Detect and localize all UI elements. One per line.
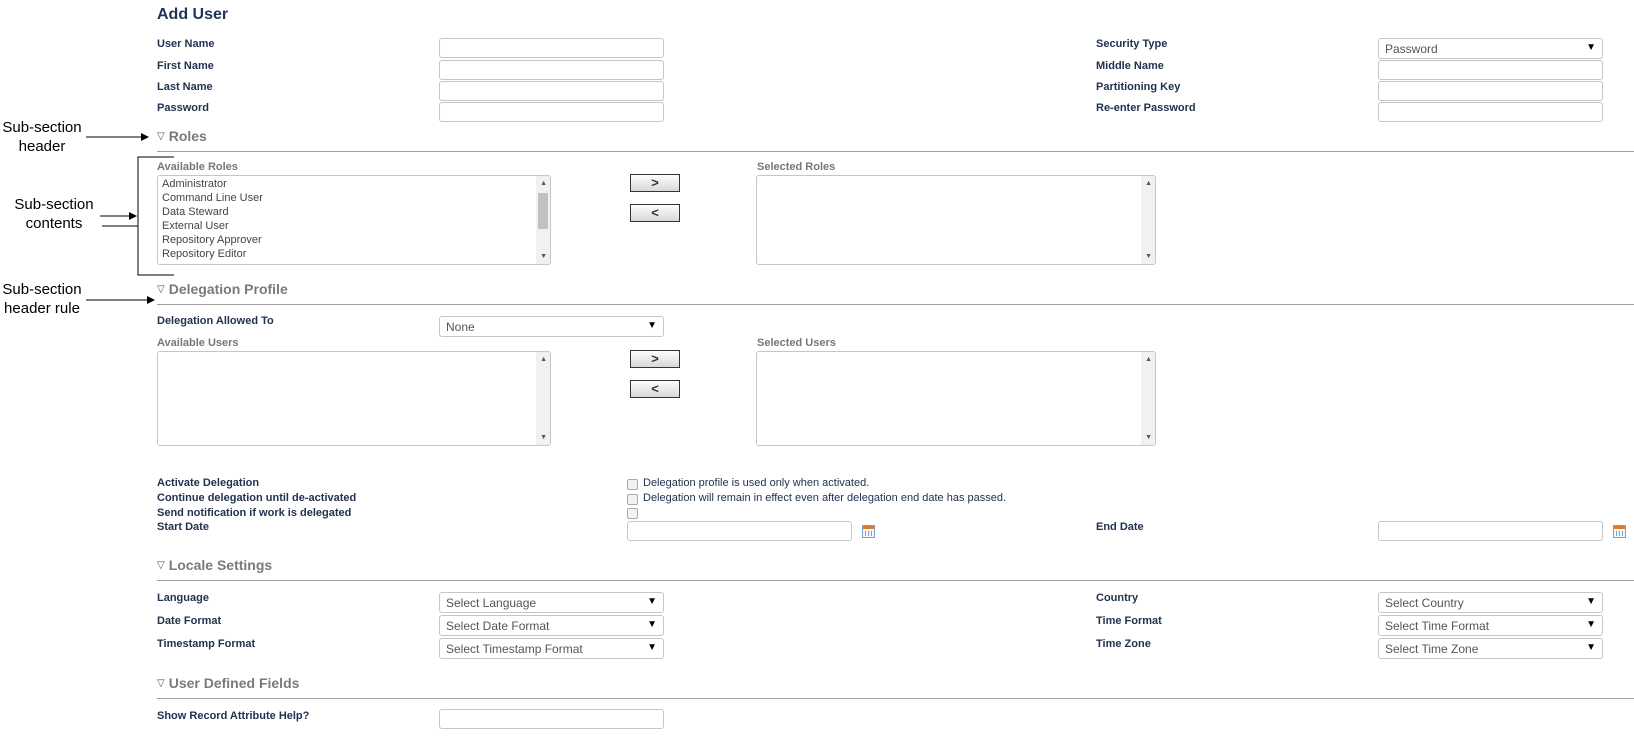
- roles-section-header[interactable]: [157, 128, 207, 144]
- date-format-value: Select Date Format: [446, 619, 550, 633]
- continue-delegation-label: Continue delegation until de-activated: [157, 492, 357, 504]
- country-value: Select Country: [1385, 596, 1464, 610]
- delegation-header-rule: [157, 304, 1634, 305]
- scroll-up-icon[interactable]: ▲: [1145, 180, 1152, 187]
- country-select[interactable]: [1378, 592, 1603, 613]
- list-item[interactable]: Command Line User: [162, 192, 263, 204]
- delegation-allowed-select[interactable]: [439, 316, 664, 337]
- timestamp-format-label: Timestamp Format: [157, 638, 256, 650]
- end-date-input[interactable]: [1378, 521, 1603, 541]
- record-attribute-help-input[interactable]: [439, 709, 664, 729]
- reenter-password-input[interactable]: [1378, 102, 1603, 122]
- remove-user-button[interactable]: <: [630, 380, 680, 398]
- last-name-input[interactable]: [439, 81, 664, 101]
- selected-users-list[interactable]: [756, 351, 1156, 446]
- time-zone-value: Select Time Zone: [1385, 642, 1479, 656]
- dropdown-arrow-icon: ▼: [647, 320, 657, 331]
- user-defined-header-rule: [157, 698, 1634, 699]
- scrollbar[interactable]: [1141, 352, 1155, 445]
- start-date-input[interactable]: [627, 521, 852, 541]
- roles-header-rule: [157, 151, 1634, 152]
- scroll-down-icon[interactable]: ▼: [1145, 253, 1152, 260]
- scroll-up-icon[interactable]: ▲: [1145, 356, 1152, 363]
- password-label: Password: [157, 102, 209, 114]
- dropdown-arrow-icon: ▼: [1586, 596, 1596, 607]
- available-users-list[interactable]: [157, 351, 551, 446]
- user-defined-header-text: User Defined Fields: [168, 675, 300, 691]
- security-type-select[interactable]: [1378, 38, 1603, 59]
- date-format-label: Date Format: [157, 615, 222, 627]
- send-notification-label: Send notification if work is delegated: [157, 507, 352, 519]
- continue-delegation-text: Delegation will remain in effect even after delegation end date has passed.: [643, 492, 1007, 504]
- scroll-up-icon[interactable]: ▲: [540, 356, 547, 363]
- scroll-down-icon[interactable]: ▼: [1145, 434, 1152, 441]
- country-label: Country: [1096, 592, 1139, 604]
- security-type-value: Password: [1385, 42, 1438, 56]
- list-item[interactable]: Repository Editor: [162, 248, 247, 260]
- user-defined-section-header[interactable]: [157, 675, 299, 691]
- user-name-label: User Name: [157, 38, 215, 50]
- last-name-label: Last Name: [157, 81, 213, 93]
- annotation-arrows: [0, 0, 180, 320]
- list-item[interactable]: External User: [162, 220, 229, 232]
- time-format-value: Select Time Format: [1385, 619, 1490, 633]
- user-name-input[interactable]: [439, 38, 664, 58]
- annotation-line: header rule: [4, 300, 80, 317]
- calendar-icon[interactable]: [1613, 525, 1626, 538]
- time-format-label: Time Format: [1096, 615, 1162, 627]
- first-name-input[interactable]: [439, 60, 664, 80]
- time-zone-label: Time Zone: [1096, 638, 1151, 650]
- send-notification-checkbox[interactable]: [627, 508, 638, 519]
- timestamp-format-select[interactable]: [439, 638, 664, 659]
- scroll-up-icon[interactable]: ▲: [540, 180, 547, 187]
- scrollbar[interactable]: [536, 176, 550, 264]
- available-users-label: Available Users: [157, 337, 239, 349]
- end-date-label: End Date: [1096, 521, 1144, 533]
- partitioning-key-input[interactable]: [1378, 81, 1603, 101]
- scrollbar[interactable]: [1141, 176, 1155, 264]
- locale-header-text: Locale Settings: [168, 557, 273, 573]
- date-format-select[interactable]: [439, 615, 664, 636]
- language-select[interactable]: [439, 592, 664, 613]
- delegation-section-header[interactable]: [157, 281, 288, 297]
- partitioning-key-label: Partitioning Key: [1096, 81, 1181, 93]
- continue-delegation-checkbox[interactable]: [627, 494, 638, 505]
- page-title: Add User: [157, 6, 229, 23]
- dropdown-arrow-icon: ▼: [647, 642, 657, 653]
- dropdown-arrow-icon: ▼: [647, 596, 657, 607]
- scrollbar-thumb[interactable]: [538, 193, 548, 229]
- password-input[interactable]: [439, 102, 664, 122]
- locale-header-rule: [157, 580, 1634, 581]
- delegation-allowed-value: None: [446, 320, 475, 334]
- record-attribute-help-label: Show Record Attribute Help?: [157, 710, 310, 722]
- locale-section-header[interactable]: [157, 557, 272, 573]
- roles-header-text: Roles: [168, 128, 207, 144]
- start-date-label: Start Date: [157, 521, 209, 533]
- scroll-down-icon[interactable]: ▼: [540, 434, 547, 441]
- add-role-button[interactable]: >: [630, 174, 680, 192]
- security-type-label: Security Type: [1096, 38, 1168, 50]
- selected-users-label: Selected Users: [757, 337, 836, 349]
- dropdown-arrow-icon: ▼: [647, 619, 657, 630]
- remove-role-button[interactable]: <: [630, 204, 680, 222]
- triangle-down-icon: ▽: [157, 131, 165, 142]
- activate-delegation-label: Activate Delegation: [157, 477, 260, 489]
- annotation-line: header: [18, 138, 66, 155]
- annotation-line: Sub-section: [14, 196, 94, 213]
- scroll-down-icon[interactable]: ▼: [540, 253, 547, 260]
- delegation-allowed-label: Delegation Allowed To: [157, 315, 274, 327]
- activate-delegation-checkbox[interactable]: [627, 479, 638, 490]
- middle-name-label: Middle Name: [1096, 60, 1164, 72]
- available-roles-list[interactable]: [157, 175, 551, 265]
- activate-delegation-text: Delegation profile is used only when activated.: [643, 477, 870, 489]
- dropdown-arrow-icon: ▼: [1586, 42, 1596, 53]
- time-format-select[interactable]: [1378, 615, 1603, 636]
- list-item[interactable]: Administrator: [162, 178, 227, 190]
- calendar-icon[interactable]: [862, 525, 875, 538]
- first-name-label: First Name: [157, 60, 214, 72]
- dropdown-arrow-icon: ▼: [1586, 619, 1596, 630]
- scrollbar[interactable]: [536, 352, 550, 445]
- annotation-line: Sub-section: [2, 119, 82, 136]
- triangle-down-icon: ▽: [157, 284, 165, 295]
- language-label: Language: [157, 592, 209, 604]
- delegation-header-text: Delegation Profile: [168, 281, 288, 297]
- middle-name-input[interactable]: [1378, 60, 1603, 80]
- triangle-down-icon: ▽: [157, 560, 165, 571]
- timestamp-format-value: Select Timestamp Format: [446, 642, 583, 656]
- list-item[interactable]: Repository Approver: [162, 234, 262, 246]
- time-zone-select[interactable]: [1378, 638, 1603, 659]
- reenter-password-label: Re-enter Password: [1096, 102, 1196, 114]
- list-item[interactable]: Data Steward: [162, 206, 229, 218]
- annotation-line: contents: [25, 215, 83, 232]
- selected-roles-list[interactable]: [756, 175, 1156, 265]
- dropdown-arrow-icon: ▼: [1586, 642, 1596, 653]
- add-user-button[interactable]: >: [630, 350, 680, 368]
- available-roles-label: Available Roles: [157, 161, 238, 173]
- annotation-line: Sub-section: [2, 281, 82, 298]
- selected-roles-label: Selected Roles: [757, 161, 836, 173]
- language-value: Select Language: [446, 596, 537, 610]
- triangle-down-icon: ▽: [157, 678, 165, 689]
